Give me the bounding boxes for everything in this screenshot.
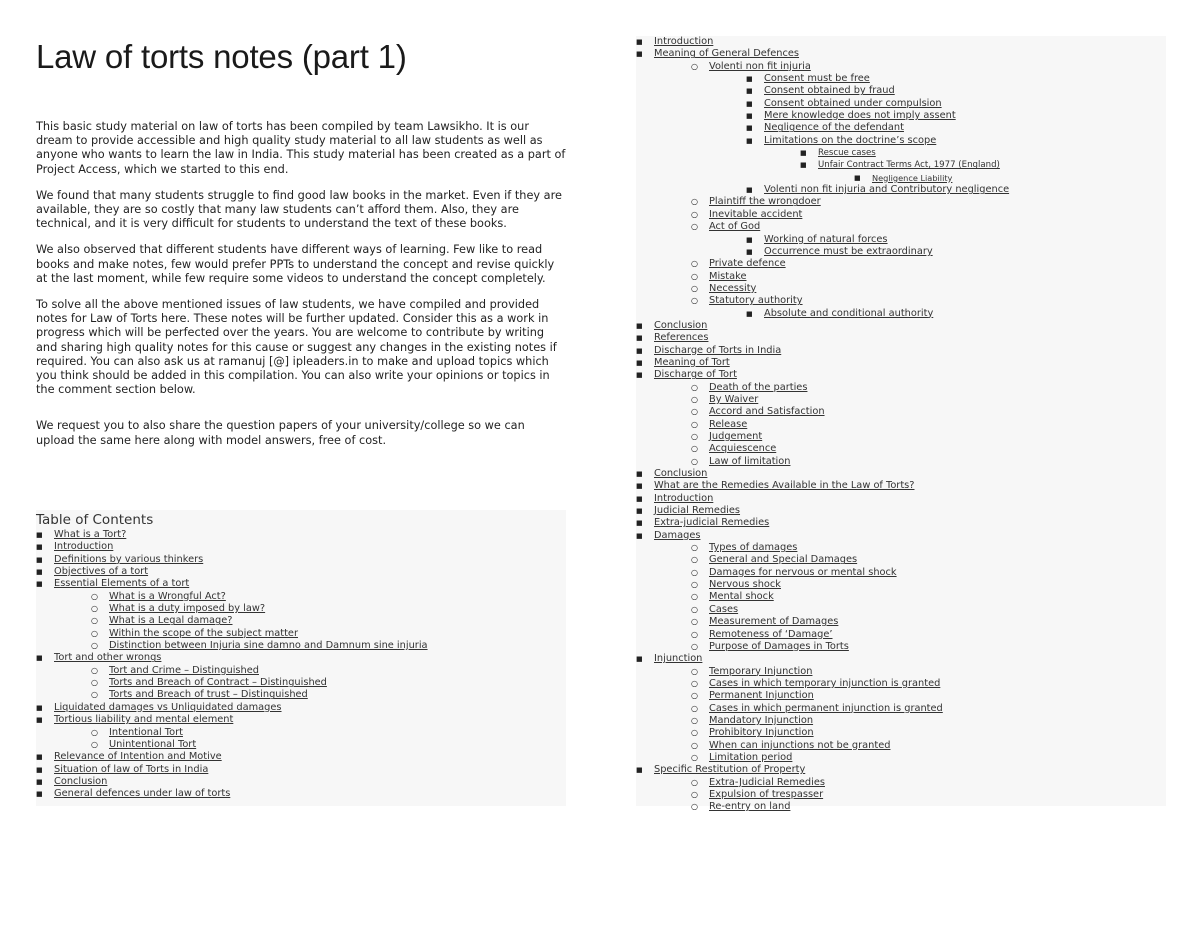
toc-item — [36, 566, 566, 578]
toc-item — [636, 517, 1166, 529]
square-bullet-icon: ■ — [636, 321, 643, 330]
toc-link[interactable]: Volenti non fit injuria and Contributory negligence — [764, 184, 1010, 196]
page-title: Law of torts notes (part 1) — [36, 38, 407, 75]
toc-link[interactable]: Act of God — [709, 221, 761, 233]
circle-bullet-icon: ○ — [691, 678, 698, 688]
toc-link[interactable]: Permanent Injunction — [709, 690, 814, 702]
toc-item — [636, 727, 1166, 739]
toc-link[interactable]: Tort and other wrongs — [54, 652, 162, 664]
toc-item — [36, 615, 566, 627]
toc-link[interactable]: Mistake — [709, 270, 747, 282]
intro-paragraph: We found that many students struggle to find good law books in the market. Even if they are available, they are so costly that many law students can’t afford them. Also, they are technical, and it is very difficult for students to understand the text of these books. — [36, 188, 562, 231]
toc-item — [636, 653, 1166, 665]
toc-item — [636, 567, 1166, 579]
toc-link[interactable]: Extra-judicial Remedies — [654, 517, 770, 529]
toc-item — [636, 258, 1166, 270]
toc-link[interactable]: Conclusion — [654, 319, 708, 331]
toc-item — [636, 406, 1166, 418]
toc-link[interactable]: What is a Tort? — [54, 529, 127, 540]
square-bullet-icon: ■ — [36, 531, 43, 539]
toc-item — [636, 579, 1166, 591]
toc-link[interactable]: General defences under law of torts — [54, 788, 231, 800]
toc-link[interactable]: Cases in which permanent injunction is granted — [709, 702, 943, 714]
intro-paragraph: To solve all the above mentioned issues of law students, we have compiled and provided notes for Law of Torts here. These notes will be further updated. Consider this as a work in progress which will be perfected over the years. You are welcome to contribute by writing and sharing high quality notes for this cause or suggest any changes in the existing notes if required. You can also ask us at ramanuj [@] ipleaders.in to make and upload topics which you think should be added in this compilation. You can also write your opinions or topics in the comment section below. — [36, 298, 557, 397]
toc-item — [636, 172, 1166, 184]
toc-link[interactable]: Injunction — [654, 653, 703, 665]
toc-item — [636, 740, 1166, 752]
toc-link[interactable]: Intentional Tort — [109, 726, 183, 738]
toc-item — [636, 196, 1166, 208]
square-bullet-icon: ■ — [36, 753, 43, 762]
toc-link[interactable]: Mandatory Injunction — [709, 714, 814, 726]
toc-link[interactable]: Law of limitation — [709, 455, 791, 467]
square-bullet-icon: ■ — [636, 507, 643, 516]
circle-bullet-icon: ○ — [691, 703, 698, 713]
square-bullet-icon: ■ — [746, 136, 753, 145]
toc-link[interactable]: By Waiver — [709, 393, 759, 405]
toc-link[interactable]: Expulsion of trespasser — [709, 788, 824, 800]
toc-link[interactable]: Limitations on the doctrine’s scope — [764, 134, 937, 146]
circle-bullet-icon: ○ — [691, 555, 698, 565]
toc-item — [36, 714, 566, 726]
square-bullet-icon: ■ — [746, 235, 753, 244]
square-bullet-icon: ■ — [746, 87, 753, 96]
toc-link[interactable]: Cases in which temporary injunction is granted — [709, 677, 941, 689]
square-bullet-icon: ■ — [800, 149, 807, 158]
toc-item — [636, 159, 1166, 171]
toc-item — [636, 493, 1166, 505]
toc-item — [636, 443, 1166, 455]
toc-link[interactable]: Measurement of Damages — [709, 616, 839, 628]
circle-bullet-icon: ○ — [691, 567, 698, 577]
toc-item — [636, 184, 1166, 196]
circle-bullet-icon: ○ — [691, 728, 698, 738]
toc-link[interactable]: Meaning of Tort — [654, 356, 730, 368]
toc-item — [36, 554, 566, 566]
toc-item — [36, 764, 566, 776]
circle-bullet-icon: ○ — [691, 283, 698, 293]
circle-bullet-icon: ○ — [691, 209, 698, 219]
toc-item — [636, 480, 1166, 492]
toc-link[interactable]: Distinction between Injuria sine damno and Damnum sine injuria — [109, 640, 428, 652]
toc-item — [636, 209, 1166, 221]
toc-item — [636, 764, 1166, 776]
circle-bullet-icon: ○ — [691, 740, 698, 750]
square-bullet-icon: ■ — [854, 173, 861, 182]
toc-item — [636, 36, 1166, 48]
circle-bullet-icon: ○ — [91, 604, 98, 614]
toc-link[interactable]: Relevance of Intention and Motive — [54, 751, 222, 763]
toc-link[interactable]: Plaintiff the wrongdoer — [709, 196, 821, 208]
toc-item — [636, 703, 1166, 715]
toc-item — [636, 678, 1166, 690]
toc-link[interactable]: Negligence of the defendant — [764, 122, 904, 134]
toc-link[interactable]: Nervous shock — [709, 579, 781, 591]
toc-item — [636, 777, 1166, 789]
toc-item — [36, 640, 566, 652]
toc-item — [36, 652, 566, 664]
toc-link[interactable]: Consent obtained under compulsion — [764, 97, 942, 109]
circle-bullet-icon: ○ — [691, 394, 698, 404]
toc-item — [636, 789, 1166, 801]
toc-item — [36, 591, 566, 603]
toc-item — [36, 628, 566, 640]
toc-link[interactable]: What are the Remedies Available in the Law of Torts? — [654, 480, 915, 492]
toc-link[interactable]: Discharge of Tort — [654, 369, 737, 381]
circle-bullet-icon: ○ — [91, 616, 98, 626]
toc-link[interactable]: Purpose of Damages in Torts — [709, 640, 849, 652]
intro-paragraph: We request you to also share the question papers of your university/college so we can upload the same here along with model answers, free of cost. — [36, 419, 525, 447]
toc-item — [636, 369, 1166, 381]
circle-bullet-icon: ○ — [691, 629, 698, 639]
toc-item — [636, 98, 1166, 110]
toc-link[interactable]: Within the scope of the subject matter — [109, 627, 298, 639]
toc-link[interactable]: Consent obtained by fraud — [764, 85, 895, 97]
toc-item — [636, 604, 1166, 616]
circle-bullet-icon: ○ — [691, 432, 698, 441]
toc-link[interactable]: What is a Legal damage? — [109, 615, 233, 627]
square-bullet-icon: ■ — [746, 124, 753, 133]
circle-bullet-icon: ○ — [691, 419, 698, 429]
toc-link[interactable]: Limitation period — [709, 751, 793, 763]
toc-link[interactable]: Damages — [654, 529, 701, 541]
circle-bullet-icon: ○ — [691, 197, 698, 207]
circle-bullet-icon: ○ — [91, 628, 98, 638]
toc-link[interactable]: Situation of law of Torts in India — [54, 763, 209, 775]
square-bullet-icon: ■ — [36, 568, 43, 577]
toc-item — [636, 234, 1166, 246]
square-bullet-icon: ■ — [36, 765, 43, 774]
square-bullet-icon: ■ — [636, 470, 643, 479]
square-bullet-icon: ■ — [746, 99, 753, 108]
toc-item — [36, 727, 566, 739]
toc-link[interactable]: What is a duty imposed by law? — [109, 603, 266, 615]
toc-item — [36, 665, 566, 677]
toc-item — [636, 73, 1166, 85]
toc-item — [636, 61, 1166, 73]
toc-link[interactable]: Remoteness of ‘Damage’ — [709, 628, 833, 640]
toc-link[interactable]: Negligence Liability — [872, 172, 953, 183]
toc-link[interactable]: Private defence — [709, 258, 786, 270]
toc-item — [36, 578, 566, 590]
toc-link[interactable]: Types of damages — [709, 542, 798, 554]
toc-item — [636, 591, 1166, 603]
toc-link[interactable]: Consent must be free — [764, 73, 870, 85]
toc-item — [636, 283, 1166, 295]
circle-bullet-icon: ○ — [691, 407, 698, 417]
square-bullet-icon: ■ — [636, 494, 643, 503]
toc-item — [36, 541, 566, 553]
toc-link[interactable]: Cases — [709, 603, 739, 615]
toc-item — [636, 801, 1166, 813]
toc-item — [636, 345, 1166, 357]
circle-bullet-icon: ○ — [691, 802, 698, 812]
toc-link[interactable]: Release — [709, 418, 748, 430]
toc-link[interactable]: Necessity — [709, 282, 757, 294]
toc-link[interactable]: Torts and Breach of trust – Distinguished — [109, 689, 308, 701]
toc-link[interactable]: Judicial Remedies — [654, 505, 741, 517]
circle-bullet-icon: ○ — [691, 641, 698, 651]
toc-item — [36, 751, 566, 763]
toc-link[interactable]: Judgement — [709, 431, 763, 442]
toc-item — [636, 616, 1166, 628]
square-bullet-icon: ■ — [636, 482, 643, 491]
circle-bullet-icon: ○ — [691, 259, 698, 269]
circle-bullet-icon: ○ — [691, 444, 698, 454]
toc-link[interactable]: Introduction — [654, 36, 714, 47]
toc-link[interactable]: Tortious liability and mental element — [54, 714, 234, 726]
square-bullet-icon: ■ — [36, 555, 43, 564]
toc-item — [636, 332, 1166, 344]
toc-link[interactable]: References — [654, 332, 709, 344]
toc-item — [636, 554, 1166, 566]
square-bullet-icon: ■ — [36, 580, 43, 589]
toc-item — [36, 739, 566, 751]
square-bullet-icon: ■ — [636, 346, 643, 355]
toc-link[interactable]: When can injunctions not be granted — [709, 739, 891, 751]
toc-item — [36, 603, 566, 615]
toc-item — [636, 542, 1166, 554]
circle-bullet-icon: ○ — [691, 691, 698, 701]
toc-item — [636, 752, 1166, 764]
toc-item — [36, 677, 566, 689]
toc-link[interactable]: Occurrence must be extraordinary — [764, 245, 933, 257]
circle-bullet-icon: ○ — [91, 727, 98, 737]
circle-bullet-icon: ○ — [91, 690, 98, 700]
toc-link[interactable]: Torts and Breach of Contract – Distinguished — [109, 677, 327, 689]
toc-link[interactable]: Extra-Judicial Remedies — [709, 776, 825, 788]
square-bullet-icon: ■ — [636, 371, 643, 380]
toc-link[interactable]: Rescue cases — [818, 148, 876, 159]
toc-link[interactable]: Meaning of General Defences — [654, 48, 800, 60]
toc-item — [636, 456, 1166, 468]
toc-link[interactable]: Definitions by various thinkers — [54, 553, 204, 565]
circle-bullet-icon: ○ — [691, 777, 698, 787]
toc-link[interactable]: Statutory authority — [709, 295, 803, 307]
circle-bullet-icon: ○ — [691, 617, 698, 627]
toc-link[interactable]: Accord and Satisfaction — [709, 406, 825, 418]
toc-link[interactable]: Prohibitory Injunction — [709, 727, 814, 739]
toc-link[interactable]: Inevitable accident — [709, 208, 803, 220]
circle-bullet-icon: ○ — [691, 789, 698, 799]
toc-link[interactable]: General and Special Damages — [709, 554, 858, 566]
toc-item — [636, 122, 1166, 134]
toc-link[interactable]: Discharge of Torts in India — [654, 344, 782, 356]
toc-link[interactable]: Volenti non fit injuria — [709, 60, 811, 72]
square-bullet-icon: ■ — [746, 112, 753, 121]
square-bullet-icon: ■ — [36, 777, 43, 786]
square-bullet-icon: ■ — [36, 703, 43, 712]
square-bullet-icon: ■ — [746, 247, 753, 256]
toc-item — [636, 394, 1166, 406]
toc-link[interactable]: Introduction — [654, 492, 714, 504]
article-body — [36, 38, 566, 460]
circle-bullet-icon: ○ — [691, 382, 698, 392]
circle-bullet-icon: ○ — [691, 456, 698, 466]
toc-item — [636, 308, 1166, 320]
toc-item — [636, 357, 1166, 369]
circle-bullet-icon: ○ — [91, 739, 98, 749]
circle-bullet-icon: ○ — [691, 715, 698, 725]
table-of-contents — [36, 510, 566, 806]
circle-bullet-icon: ○ — [91, 665, 98, 675]
circle-bullet-icon: ○ — [691, 580, 698, 590]
square-bullet-icon: ■ — [636, 38, 643, 46]
toc-link[interactable]: Introduction — [54, 541, 114, 553]
toc-item — [636, 271, 1166, 283]
toc-link[interactable]: Re-entry on land — [709, 801, 791, 813]
toc-item — [636, 320, 1166, 332]
circle-bullet-icon: ○ — [91, 641, 98, 651]
toc-item — [636, 110, 1166, 122]
table-of-contents-continued — [636, 36, 1166, 813]
toc-item — [636, 135, 1166, 147]
toc-item — [636, 505, 1166, 517]
toc-link[interactable]: Essential Elements of a tort — [54, 578, 190, 590]
toc-link[interactable]: Temporary Injunction — [709, 665, 813, 677]
circle-bullet-icon: ○ — [91, 678, 98, 688]
toc-link[interactable]: Damages for nervous or mental shock — [709, 566, 897, 578]
toc-item — [636, 468, 1166, 480]
toc-link[interactable]: Acquiescence — [709, 443, 777, 455]
toc-item — [636, 690, 1166, 702]
toc-link[interactable]: Mental shock — [709, 591, 774, 603]
square-bullet-icon: ■ — [36, 654, 43, 663]
toc-item — [636, 295, 1166, 307]
toc-item — [36, 788, 566, 800]
toc-item — [636, 629, 1166, 641]
toc-list-left — [36, 529, 566, 801]
toc-item — [636, 85, 1166, 97]
toc-item — [636, 246, 1166, 258]
toc-link[interactable]: Death of the parties — [709, 381, 808, 393]
circle-bullet-icon: ○ — [691, 666, 698, 676]
toc-item — [36, 702, 566, 714]
circle-bullet-icon: ○ — [91, 591, 98, 601]
intro-paragraph: We also observed that different students have different ways of learning. Few like to read books and make notes, few would prefer PPTs to understand the concept and revise quickly at the last moment, while few require some videos to understand the concept completely. — [36, 243, 555, 285]
square-bullet-icon: ■ — [36, 543, 43, 552]
toc-link[interactable]: What is a Wrongful Act? — [109, 590, 226, 602]
square-bullet-icon: ■ — [636, 531, 643, 540]
circle-bullet-icon: ○ — [691, 61, 698, 71]
toc-item — [636, 382, 1166, 394]
circle-bullet-icon: ○ — [691, 604, 698, 614]
square-bullet-icon: ■ — [636, 655, 643, 664]
toc-item — [636, 431, 1166, 443]
toc-item — [636, 419, 1166, 431]
toc-link[interactable]: Working of natural forces — [764, 233, 888, 245]
toc-title: Table of Contents — [36, 512, 154, 528]
circle-bullet-icon: ○ — [691, 296, 698, 306]
square-bullet-icon: ■ — [746, 309, 753, 318]
square-bullet-icon: ■ — [636, 766, 643, 775]
toc-item — [36, 689, 566, 701]
square-bullet-icon: ■ — [636, 358, 643, 367]
toc-link[interactable]: Liquidated damages vs Unliquidated damages — [54, 701, 282, 713]
square-bullet-icon: ■ — [746, 75, 753, 84]
toc-item — [636, 221, 1166, 233]
circle-bullet-icon: ○ — [691, 752, 698, 762]
toc-item — [636, 715, 1166, 727]
square-bullet-icon: ■ — [746, 186, 753, 195]
toc-item — [636, 530, 1166, 542]
toc-item — [636, 666, 1166, 678]
toc-link[interactable]: Conclusion — [654, 468, 708, 480]
square-bullet-icon: ■ — [636, 50, 643, 59]
toc-link[interactable]: Unfair Contract Terms Act, 1977 (England) — [818, 160, 1000, 171]
circle-bullet-icon: ○ — [691, 222, 698, 232]
toc-link[interactable]: Objectives of a tort — [54, 566, 149, 578]
toc-link[interactable]: Absolute and conditional authority — [764, 307, 934, 319]
square-bullet-icon: ■ — [636, 519, 643, 528]
toc-item — [636, 48, 1166, 60]
square-bullet-icon: ■ — [36, 790, 43, 799]
square-bullet-icon: ■ — [800, 161, 807, 170]
intro-paragraph: This basic study material on law of torts has been compiled by team Lawsikho. It is our dream to provide accessible and high quality study material to all law students as well as anyone who wants to learn the law in India. This study material has been created as a part of Project Access, which we started to this end. — [36, 120, 566, 176]
square-bullet-icon: ■ — [636, 334, 643, 343]
toc-link[interactable]: Specific Restitution of Property — [654, 764, 806, 776]
toc-link[interactable]: Conclusion — [54, 775, 108, 787]
toc-link[interactable]: Mere knowledge does not imply assent — [764, 110, 956, 122]
circle-bullet-icon: ○ — [691, 592, 698, 602]
circle-bullet-icon: ○ — [691, 543, 698, 553]
toc-item — [36, 529, 566, 541]
toc-item — [636, 147, 1166, 159]
square-bullet-icon: ■ — [36, 716, 43, 725]
circle-bullet-icon: ○ — [691, 271, 698, 281]
toc-link[interactable]: Unintentional Tort — [109, 738, 197, 750]
toc-item — [636, 641, 1166, 653]
toc-list-right — [636, 36, 1166, 814]
toc-link[interactable]: Tort and Crime – Distinguished — [109, 664, 259, 676]
toc-item — [36, 776, 566, 788]
